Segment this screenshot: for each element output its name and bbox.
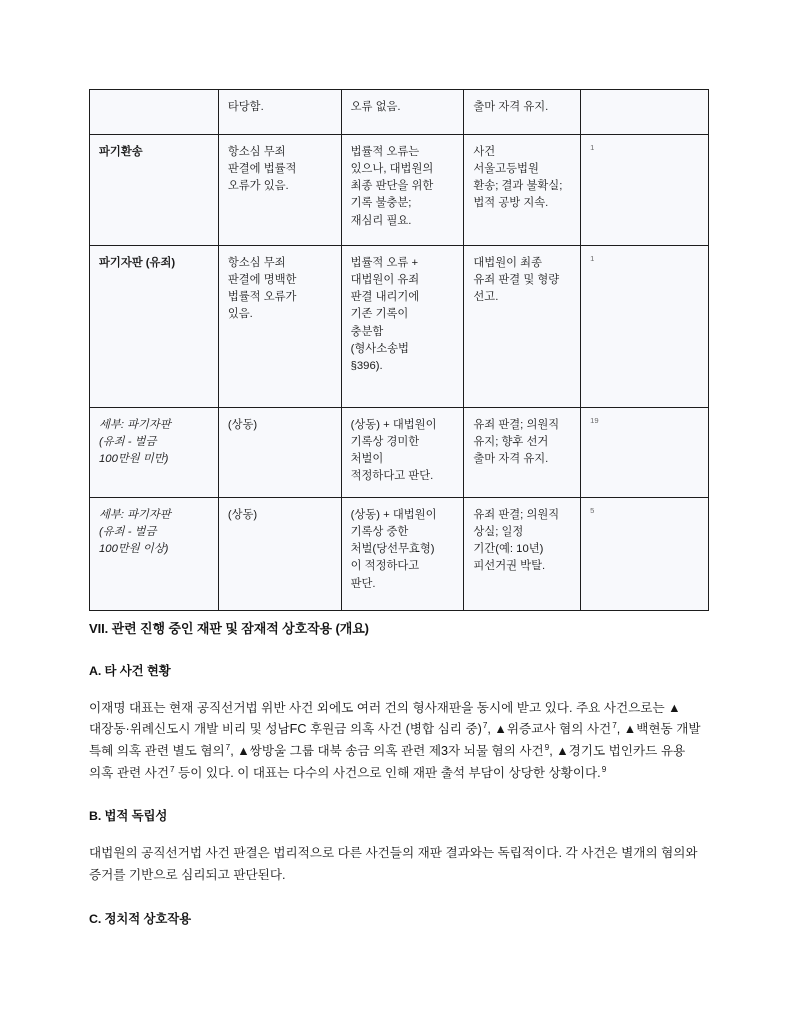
row-cell-validity: (상동): [218, 498, 341, 611]
row-cell-eligibility: 대법원이 최종 유죄 판결 및 형량 선고.: [464, 246, 581, 408]
row-cell-note: [581, 408, 709, 498]
subsection-heading-b: B. 법적 독립성: [89, 809, 168, 824]
row-cell-error: (상동) + 대법원이 기록상 중한 처벌(당선무효형) 이 적정하다고 판단.: [341, 498, 464, 611]
row-cell-note: [581, 135, 709, 246]
row-label: 파기환송: [90, 135, 219, 246]
paragraph-legal-independence: 대법원의 공직선거법 사건 판결은 법리적으로 다른 사건들의 재판 결과와는 독립적이다. 각 사건은 별개의 혐의와 증거를 기반으로 심리되고 판단된다.: [89, 846, 698, 883]
row-cell-error: 법률적 오류 + 대법원이 유죄 판결 내리기에 기존 기록이 충분함 (형사소송법 §396).: [341, 246, 464, 408]
paragraph-text-part: , ▲경기도 법인카드 유용 의혹 관련 사건: [89, 744, 686, 780]
section-heading-vii: VII. 관련 진행 중인 재판 및 잠재적 상호작용 (개요): [89, 621, 369, 636]
header-cell-error: 오류 없음.: [341, 90, 464, 135]
document-content: [89, 89, 711, 929]
row-cell-note: [581, 498, 709, 611]
paragraph-text-part: , ▲백현동 개발 특혜 의혹 관련 별도 혐의: [89, 722, 701, 759]
row-cell-eligibility: 사건 서울고등법원 환송; 결과 불확실; 법적 공방 지속.: [464, 135, 581, 246]
row-cell-eligibility: 유죄 판결; 의원직 상실; 일정 기간(예: 10년) 피선거권 박탈.: [464, 498, 581, 611]
note-reference: 5: [590, 506, 595, 515]
row-cell-validity: 항소심 무죄 판결에 명백한 법률적 오류가 있음.: [218, 246, 341, 408]
outcome-comparison-table: [89, 89, 709, 611]
table-row: [90, 246, 709, 408]
row-cell-error: (상동) + 대법원이 기록상 경미한 처벌이 적정하다고 판단.: [341, 408, 464, 498]
footnote-ref: 7: [482, 721, 488, 731]
footnote-ref: 9: [544, 742, 550, 752]
paragraph-text-part: , ▲위증교사 혐의 사건: [487, 722, 612, 737]
note-reference: 19: [590, 416, 599, 425]
row-cell-validity: (상동): [218, 408, 341, 498]
subsection-heading-c: C. 정치적 상호작용: [89, 911, 191, 926]
row-cell-note: [581, 246, 709, 408]
header-cell-note: [581, 90, 709, 135]
row-label: 파기자판 (유죄): [90, 246, 219, 408]
paragraph-text-part: 이재명 대표는 현재 공직선거법 위반 사건 외에도 여러 건의 형사재판을 동시에 받고 있다. 주요 사건으로는 ▲대장동·위례신도시 개발 비리 및 성남FC 후원금 의혹 사건 (병합 심리 중): [89, 700, 681, 737]
header-cell-blank: [90, 90, 219, 135]
row-cell-validity: 항소심 무죄 판결에 법률적 오류가 있음.: [218, 135, 341, 246]
footnote-ref: 9: [601, 764, 607, 774]
table-row: [90, 408, 709, 498]
note-reference: 1: [590, 143, 595, 152]
paragraph-other-cases: [89, 698, 711, 785]
subsection-heading-a: A. 타 사건 현황: [89, 663, 171, 678]
row-cell-error: 법률적 오류는 있으나, 대법원의 최종 판단을 위한 기록 불충분; 재심리 필요.: [341, 135, 464, 246]
row-cell-eligibility: 유죄 판결; 의원직 유지; 향후 선거 출마 자격 유지.: [464, 408, 581, 498]
header-cell-eligibility: 출마 자격 유지.: [464, 90, 581, 135]
row-label: 세부: 파기자판 (유죄 - 벌금 100만원 이상): [90, 498, 219, 611]
table-row: [90, 498, 709, 611]
row-label: 세부: 파기자판 (유죄 - 벌금 100만원 미만): [90, 408, 219, 498]
table-row: [90, 135, 709, 246]
note-reference: 1: [590, 254, 595, 263]
header-cell-validity: 타당함.: [218, 90, 341, 135]
footnote-ref: 7: [612, 721, 617, 731]
footnote-ref: 7: [170, 764, 175, 774]
paragraph-text-part: 등이 있다. 이 대표는 다수의 사건으로 인해 재판 출석 부담이 상당한 상황이다.: [174, 765, 601, 780]
footnote-ref: 7: [225, 742, 231, 752]
table-header-row: [90, 90, 709, 135]
paragraph-text-part: , ▲쌍방울 그룹 대북 송금 의혹 관련 제3자 뇌물 혐의 사건: [230, 744, 544, 759]
